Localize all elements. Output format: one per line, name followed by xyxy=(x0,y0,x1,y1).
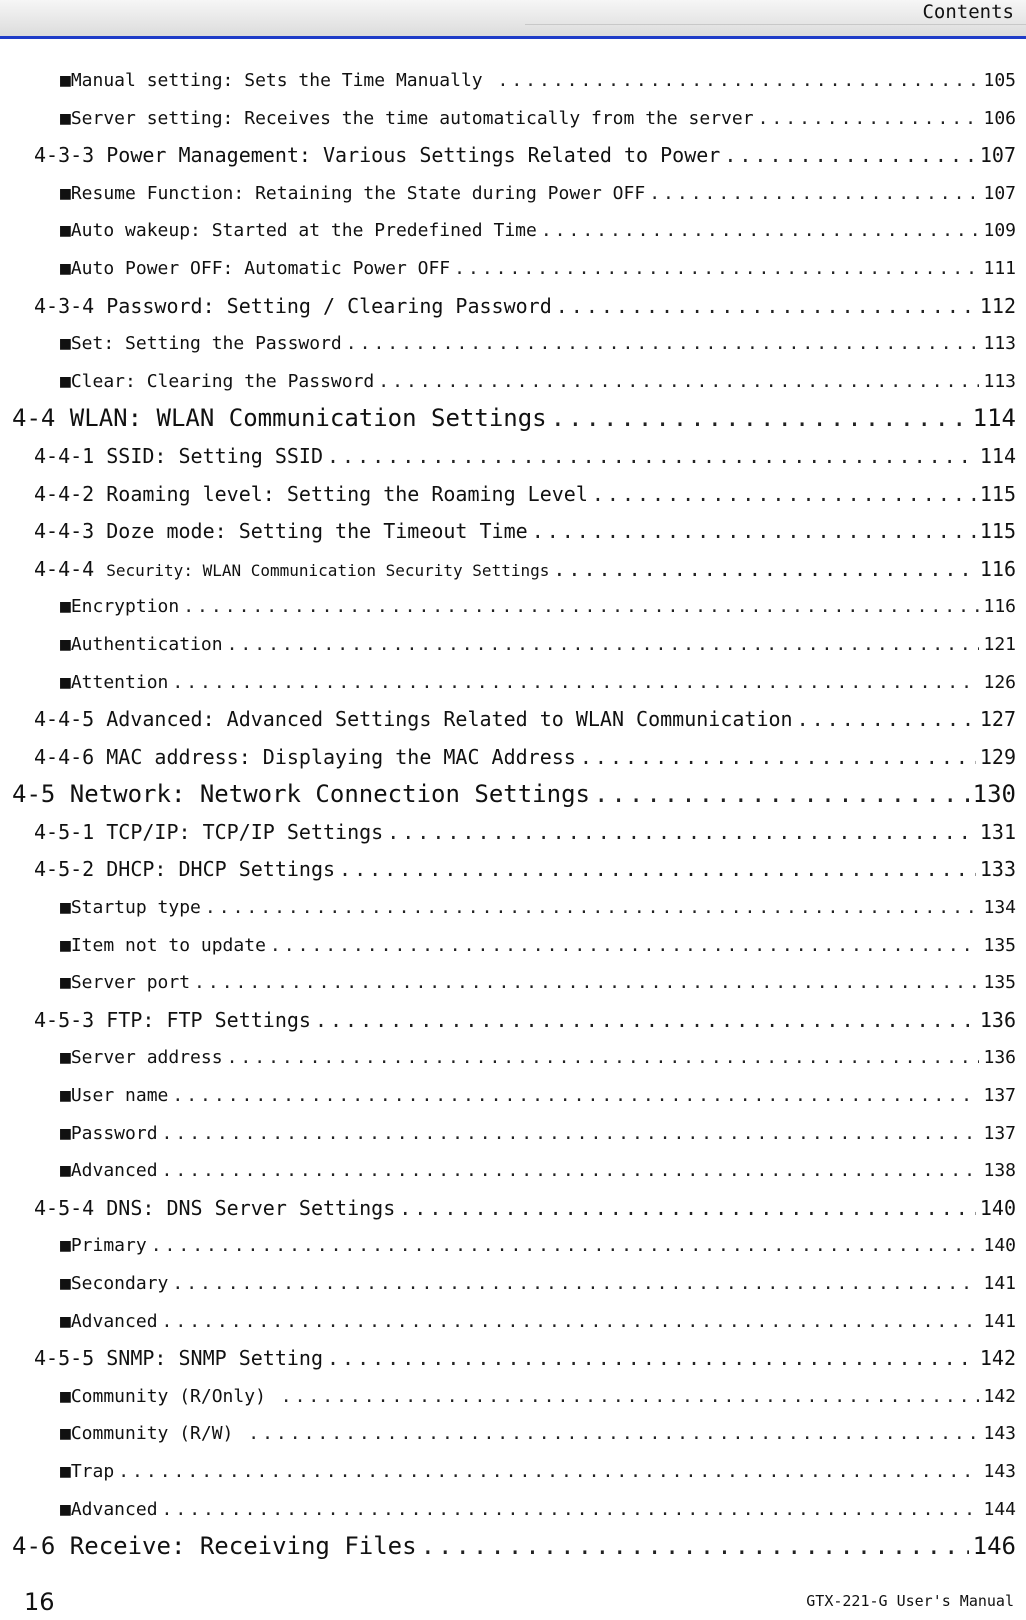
toc-dot-leader xyxy=(594,776,969,814)
toc-dot-leader xyxy=(339,851,976,889)
toc-entry-label-small: Security: WLAN Communication Security Settings xyxy=(106,560,550,580)
toc-dot-leader xyxy=(227,626,980,664)
toc-entry-label xyxy=(60,1453,114,1491)
toc-entry-label-text: ■Advanced xyxy=(60,1498,158,1520)
toc-dot-leader xyxy=(118,1453,979,1491)
toc-item-entry[interactable] xyxy=(0,889,1026,927)
toc-entry-label xyxy=(60,1152,158,1190)
toc-entry-label-text: ■Server address xyxy=(60,1047,223,1069)
toc-entry-label-text: ■Community (R/W) xyxy=(60,1423,245,1445)
toc-item-entry[interactable] xyxy=(0,588,1026,626)
toc-entry-label-text: 4-4-1 SSID: Setting SSID xyxy=(34,443,323,468)
toc-entry-label xyxy=(60,175,645,213)
toc-dot-leader xyxy=(281,1378,980,1416)
toc-entry-label xyxy=(60,1491,158,1529)
toc-item-entry[interactable] xyxy=(0,1152,1026,1190)
toc-page-number: 131 xyxy=(979,819,1016,844)
toc-subsection-entry[interactable] xyxy=(0,513,1026,551)
toc-item-entry[interactable] xyxy=(0,1415,1026,1453)
toc-entry-label xyxy=(60,964,190,1002)
toc-entry-label xyxy=(34,1190,395,1228)
toc-page-number: 135 xyxy=(983,934,1016,956)
toc-subsection-entry[interactable] xyxy=(0,476,1026,514)
toc-item-entry[interactable] xyxy=(0,1077,1026,1115)
toc-subsection-entry[interactable] xyxy=(0,814,1026,852)
toc-entry-label-text: 4-4-3 Doze mode: Setting the Timeout Time xyxy=(34,519,528,544)
toc-page-number: 107 xyxy=(979,143,1016,168)
toc-entry-label-text: ■Password xyxy=(60,1122,158,1144)
toc-page-number: 116 xyxy=(979,556,1016,581)
toc-dot-leader xyxy=(387,814,976,852)
toc-entry-label-text: ■Clear: Clearing the Password xyxy=(60,370,375,392)
toc-subsection-entry[interactable] xyxy=(0,551,1026,589)
toc-dot-leader xyxy=(270,927,980,965)
toc-item-entry[interactable] xyxy=(0,626,1026,664)
toc-section-entry[interactable] xyxy=(0,1528,1026,1566)
toc-item-entry[interactable] xyxy=(0,175,1026,213)
toc-section-entry[interactable] xyxy=(0,400,1026,438)
toc-page-number: 114 xyxy=(972,404,1016,433)
toc-dot-leader xyxy=(541,212,980,250)
toc-entry-label-text: ■Resume Function: Retaining the State during Power OFF xyxy=(60,182,646,204)
toc-dot-leader xyxy=(497,62,979,100)
toc-entry-label xyxy=(34,438,323,476)
toc-dot-leader xyxy=(315,1002,976,1040)
toc-entry-label xyxy=(34,551,549,590)
toc-entry-label-text: ■Auto Power OFF: Automatic Power OFF xyxy=(60,257,451,279)
toc-entry-label xyxy=(60,1115,158,1153)
toc-entry-label-text: 4-4-5 Advanced: Advanced Settings Related to WLAN Communication xyxy=(34,707,793,732)
toc-dot-leader xyxy=(797,701,976,739)
toc-page-number: 129 xyxy=(979,744,1016,769)
toc-entry-label xyxy=(34,701,793,739)
toc-entry-label xyxy=(34,288,552,326)
toc-entry-label xyxy=(60,626,223,664)
toc-page-number: 137 xyxy=(983,1085,1016,1107)
toc-entry-label xyxy=(12,776,590,814)
toc-dot-leader xyxy=(553,551,976,589)
toc-dot-leader xyxy=(162,1152,980,1190)
header-title: Contents xyxy=(922,1,1014,23)
toc-page-number: 127 xyxy=(979,707,1016,732)
toc-dot-leader xyxy=(183,588,979,626)
toc-entry-label-text: 4-5-1 TCP/IP: TCP/IP Settings xyxy=(34,819,384,844)
toc-entry-label xyxy=(60,588,179,626)
toc-item-entry[interactable] xyxy=(0,1303,1026,1341)
toc-page-number: 115 xyxy=(979,481,1016,506)
toc-page-number: 105 xyxy=(983,70,1016,91)
toc-dot-leader xyxy=(194,964,979,1002)
toc-page-number: 143 xyxy=(983,1460,1016,1482)
toc-entry-label xyxy=(60,1415,244,1453)
toc-entry-label xyxy=(12,1528,417,1566)
toc-dot-leader xyxy=(421,1528,969,1566)
toc-entry-label-text: ■Set: Setting the Password xyxy=(60,333,342,355)
toc-dot-leader xyxy=(162,1115,980,1153)
toc-page-number: 126 xyxy=(983,671,1016,693)
toc-page-number: 113 xyxy=(983,333,1016,355)
toc-dot-leader xyxy=(227,1039,980,1077)
toc-entry-label-text: 4-5-4 DNS: DNS Server Settings xyxy=(34,1195,396,1220)
toc-entry-label xyxy=(12,400,547,438)
toc-page-number: 140 xyxy=(983,1235,1016,1257)
toc-entry-label-text: ■Server setting: Receives the time automatically from the server xyxy=(60,107,754,129)
toc-entry-label xyxy=(60,1039,223,1077)
toc-subsection-entry[interactable] xyxy=(0,137,1026,175)
toc-entry-label-text: ■Item not to update xyxy=(60,934,266,956)
toc-item-entry[interactable] xyxy=(0,212,1026,250)
toc-entry-label xyxy=(34,1340,323,1378)
toc-entry-label xyxy=(34,476,588,514)
toc-page-number: 109 xyxy=(983,220,1016,242)
toc-entry-label-text: 4-5-2 DHCP: DHCP Settings xyxy=(34,857,336,882)
toc-entry-label-text: ■Auto wakeup: Started at the Predefined Time xyxy=(60,220,537,242)
toc-entry-label-text: ■Advanced xyxy=(60,1310,158,1332)
toc-subsection-entry[interactable] xyxy=(0,739,1026,777)
toc-page-number: 144 xyxy=(983,1498,1016,1520)
toc-page-number: 113 xyxy=(983,370,1016,392)
page-header xyxy=(0,0,1026,39)
toc-entry-label xyxy=(34,739,576,777)
toc-item-entry[interactable] xyxy=(0,62,1026,100)
toc-subsection-entry[interactable] xyxy=(0,438,1026,476)
toc-entry-label xyxy=(34,513,528,551)
toc-item-entry[interactable] xyxy=(0,927,1026,965)
toc-dot-leader xyxy=(172,1265,979,1303)
toc-entry-label-text: 4-4-4 xyxy=(34,556,107,581)
toc-page-number: 137 xyxy=(983,1122,1016,1144)
toc-dot-leader xyxy=(162,1303,980,1341)
toc-entry-label-text: ■Advanced xyxy=(60,1160,158,1182)
toc-dot-leader xyxy=(248,1415,979,1453)
toc-item-entry[interactable] xyxy=(0,363,1026,401)
toc-item-entry[interactable] xyxy=(0,250,1026,288)
toc-dot-leader xyxy=(551,400,969,438)
toc-page-number: 121 xyxy=(983,633,1016,655)
toc-entry-label xyxy=(34,1002,311,1040)
toc-dot-leader xyxy=(649,175,979,213)
toc-page-number: 135 xyxy=(983,972,1016,994)
toc-page-number: 134 xyxy=(983,897,1016,919)
toc-dot-leader xyxy=(327,438,976,476)
toc-subsection-entry[interactable] xyxy=(0,1002,1026,1040)
toc-entry-label-text: 4-3-3 Power Management: Various Settings Related to Power xyxy=(34,143,721,168)
toc-entry-label xyxy=(60,325,342,363)
toc-entry-label-text: 4-3-4 Password: Setting / Clearing Password xyxy=(34,293,552,318)
toc-entry-label-text: ■Manual setting: Sets the Time Manually xyxy=(60,70,494,91)
toc-item-entry[interactable] xyxy=(0,100,1026,138)
toc-entry-label-text: 4-5 Network: Network Connection Settings xyxy=(12,780,590,809)
toc-dot-leader xyxy=(532,513,976,551)
toc-entry-label-text: ■Primary xyxy=(60,1235,147,1257)
toc-dot-leader xyxy=(151,1227,980,1265)
toc-page-number: 141 xyxy=(983,1273,1016,1294)
toc-entry-label-text: ■Community (R/Only) xyxy=(60,1385,277,1407)
header-divider xyxy=(525,24,1026,25)
toc-item-entry[interactable] xyxy=(0,964,1026,1002)
toc-item-entry[interactable] xyxy=(0,1265,1026,1303)
toc-entry-label xyxy=(60,363,374,401)
toc-dot-leader xyxy=(580,739,976,777)
toc-entry-label xyxy=(60,250,450,288)
toc-page-number: 116 xyxy=(983,596,1016,618)
toc-entry-label xyxy=(34,814,383,852)
toc-entry-label xyxy=(60,1303,158,1341)
toc-entry-label xyxy=(60,889,201,927)
toc-entry-label-text: ■Authentication xyxy=(60,633,223,655)
toc-page-number: 114 xyxy=(979,443,1016,468)
toc-dot-leader xyxy=(758,100,980,138)
toc-section-entry[interactable] xyxy=(0,776,1026,814)
toc-entry-label xyxy=(60,62,493,100)
toc-entry-label-text: 4-4-6 MAC address: Displaying the MAC Address xyxy=(34,744,576,769)
toc-dot-leader xyxy=(556,288,976,326)
toc-entry-label-text: ■User name xyxy=(60,1085,169,1107)
toc-page-number: 143 xyxy=(983,1423,1016,1445)
toc-entry-label xyxy=(60,212,537,250)
toc-page-number: 146 xyxy=(972,1532,1016,1561)
toc-page-number: 138 xyxy=(983,1160,1016,1182)
toc-entry-label-text: ■Attention xyxy=(60,671,169,693)
toc-dot-leader xyxy=(454,250,979,288)
toc-item-entry[interactable] xyxy=(0,1453,1026,1491)
toc-dot-leader xyxy=(205,889,980,927)
toc-entry-label-text: ■Trap xyxy=(60,1460,115,1482)
toc-page-number: 140 xyxy=(979,1195,1016,1220)
toc-entry-label-text: ■Server port xyxy=(60,972,191,994)
toc-entry-label xyxy=(60,1077,168,1115)
toc-entry-label xyxy=(60,664,168,702)
toc-dot-leader xyxy=(399,1190,976,1228)
toc-entry-label xyxy=(34,851,335,889)
toc-entry-label xyxy=(60,100,754,138)
toc-entry-label xyxy=(60,1265,168,1303)
toc-subsection-entry[interactable] xyxy=(0,1340,1026,1378)
toc-dot-leader xyxy=(172,664,979,702)
toc-dot-leader xyxy=(346,325,980,363)
toc-page-number: 106 xyxy=(983,107,1016,129)
toc-item-entry[interactable] xyxy=(0,1039,1026,1077)
toc-page-number: 141 xyxy=(983,1310,1016,1332)
manual-title: GTX-221-G User's Manual xyxy=(806,1592,1014,1610)
toc-dot-leader xyxy=(162,1491,980,1529)
toc-entry-label-text: ■Startup type xyxy=(60,897,201,919)
toc-item-entry[interactable] xyxy=(0,1115,1026,1153)
toc-item-entry[interactable] xyxy=(0,325,1026,363)
toc-entry-label xyxy=(60,1227,147,1265)
toc-entry-label-text: ■Encryption xyxy=(60,596,180,618)
toc-entry-label xyxy=(34,137,720,175)
toc-page-number: 111 xyxy=(983,257,1016,279)
toc-subsection-entry[interactable] xyxy=(0,288,1026,326)
toc-dot-leader xyxy=(378,363,979,401)
toc-page-number: 133 xyxy=(979,857,1016,882)
toc-page-number: 136 xyxy=(979,1007,1016,1032)
toc-page-number: 130 xyxy=(972,780,1016,809)
toc-page-number: 107 xyxy=(983,182,1016,204)
toc-entry-label-text: 4-4-2 Roaming level: Setting the Roaming Level xyxy=(34,481,588,506)
toc-page-number: 115 xyxy=(979,519,1016,544)
toc-dot-leader xyxy=(592,476,976,514)
toc-page-number: 112 xyxy=(979,293,1016,318)
toc-entry-label xyxy=(60,1378,277,1416)
toc-dot-leader xyxy=(724,137,976,175)
toc-page-number: 136 xyxy=(983,1047,1016,1069)
toc-item-entry[interactable] xyxy=(0,1378,1026,1416)
toc-dot-leader xyxy=(172,1077,979,1115)
table-of-contents xyxy=(0,62,1026,1566)
toc-subsection-entry[interactable] xyxy=(0,1190,1026,1228)
toc-item-entry[interactable] xyxy=(0,664,1026,702)
toc-entry-label-text: 4-5-3 FTP: FTP Settings xyxy=(34,1007,311,1032)
toc-page-number: 142 xyxy=(983,1385,1016,1407)
toc-entry-label-text: ■Secondary xyxy=(60,1273,169,1294)
toc-entry-label-text: 4-4 WLAN: WLAN Communication Settings xyxy=(12,404,547,433)
page-number: 16 xyxy=(24,1588,55,1616)
toc-item-entry[interactable] xyxy=(0,1491,1026,1529)
toc-subsection-entry[interactable] xyxy=(0,851,1026,889)
toc-item-entry[interactable] xyxy=(0,1227,1026,1265)
toc-entry-label-text: 4-6 Receive: Receiving Files xyxy=(12,1532,417,1561)
toc-dot-leader xyxy=(327,1340,976,1378)
toc-page-number: 142 xyxy=(979,1346,1016,1371)
toc-entry-label xyxy=(60,927,266,965)
toc-entry-label-text: 4-5-5 SNMP: SNMP Setting xyxy=(34,1346,323,1371)
toc-subsection-entry[interactable] xyxy=(0,701,1026,739)
